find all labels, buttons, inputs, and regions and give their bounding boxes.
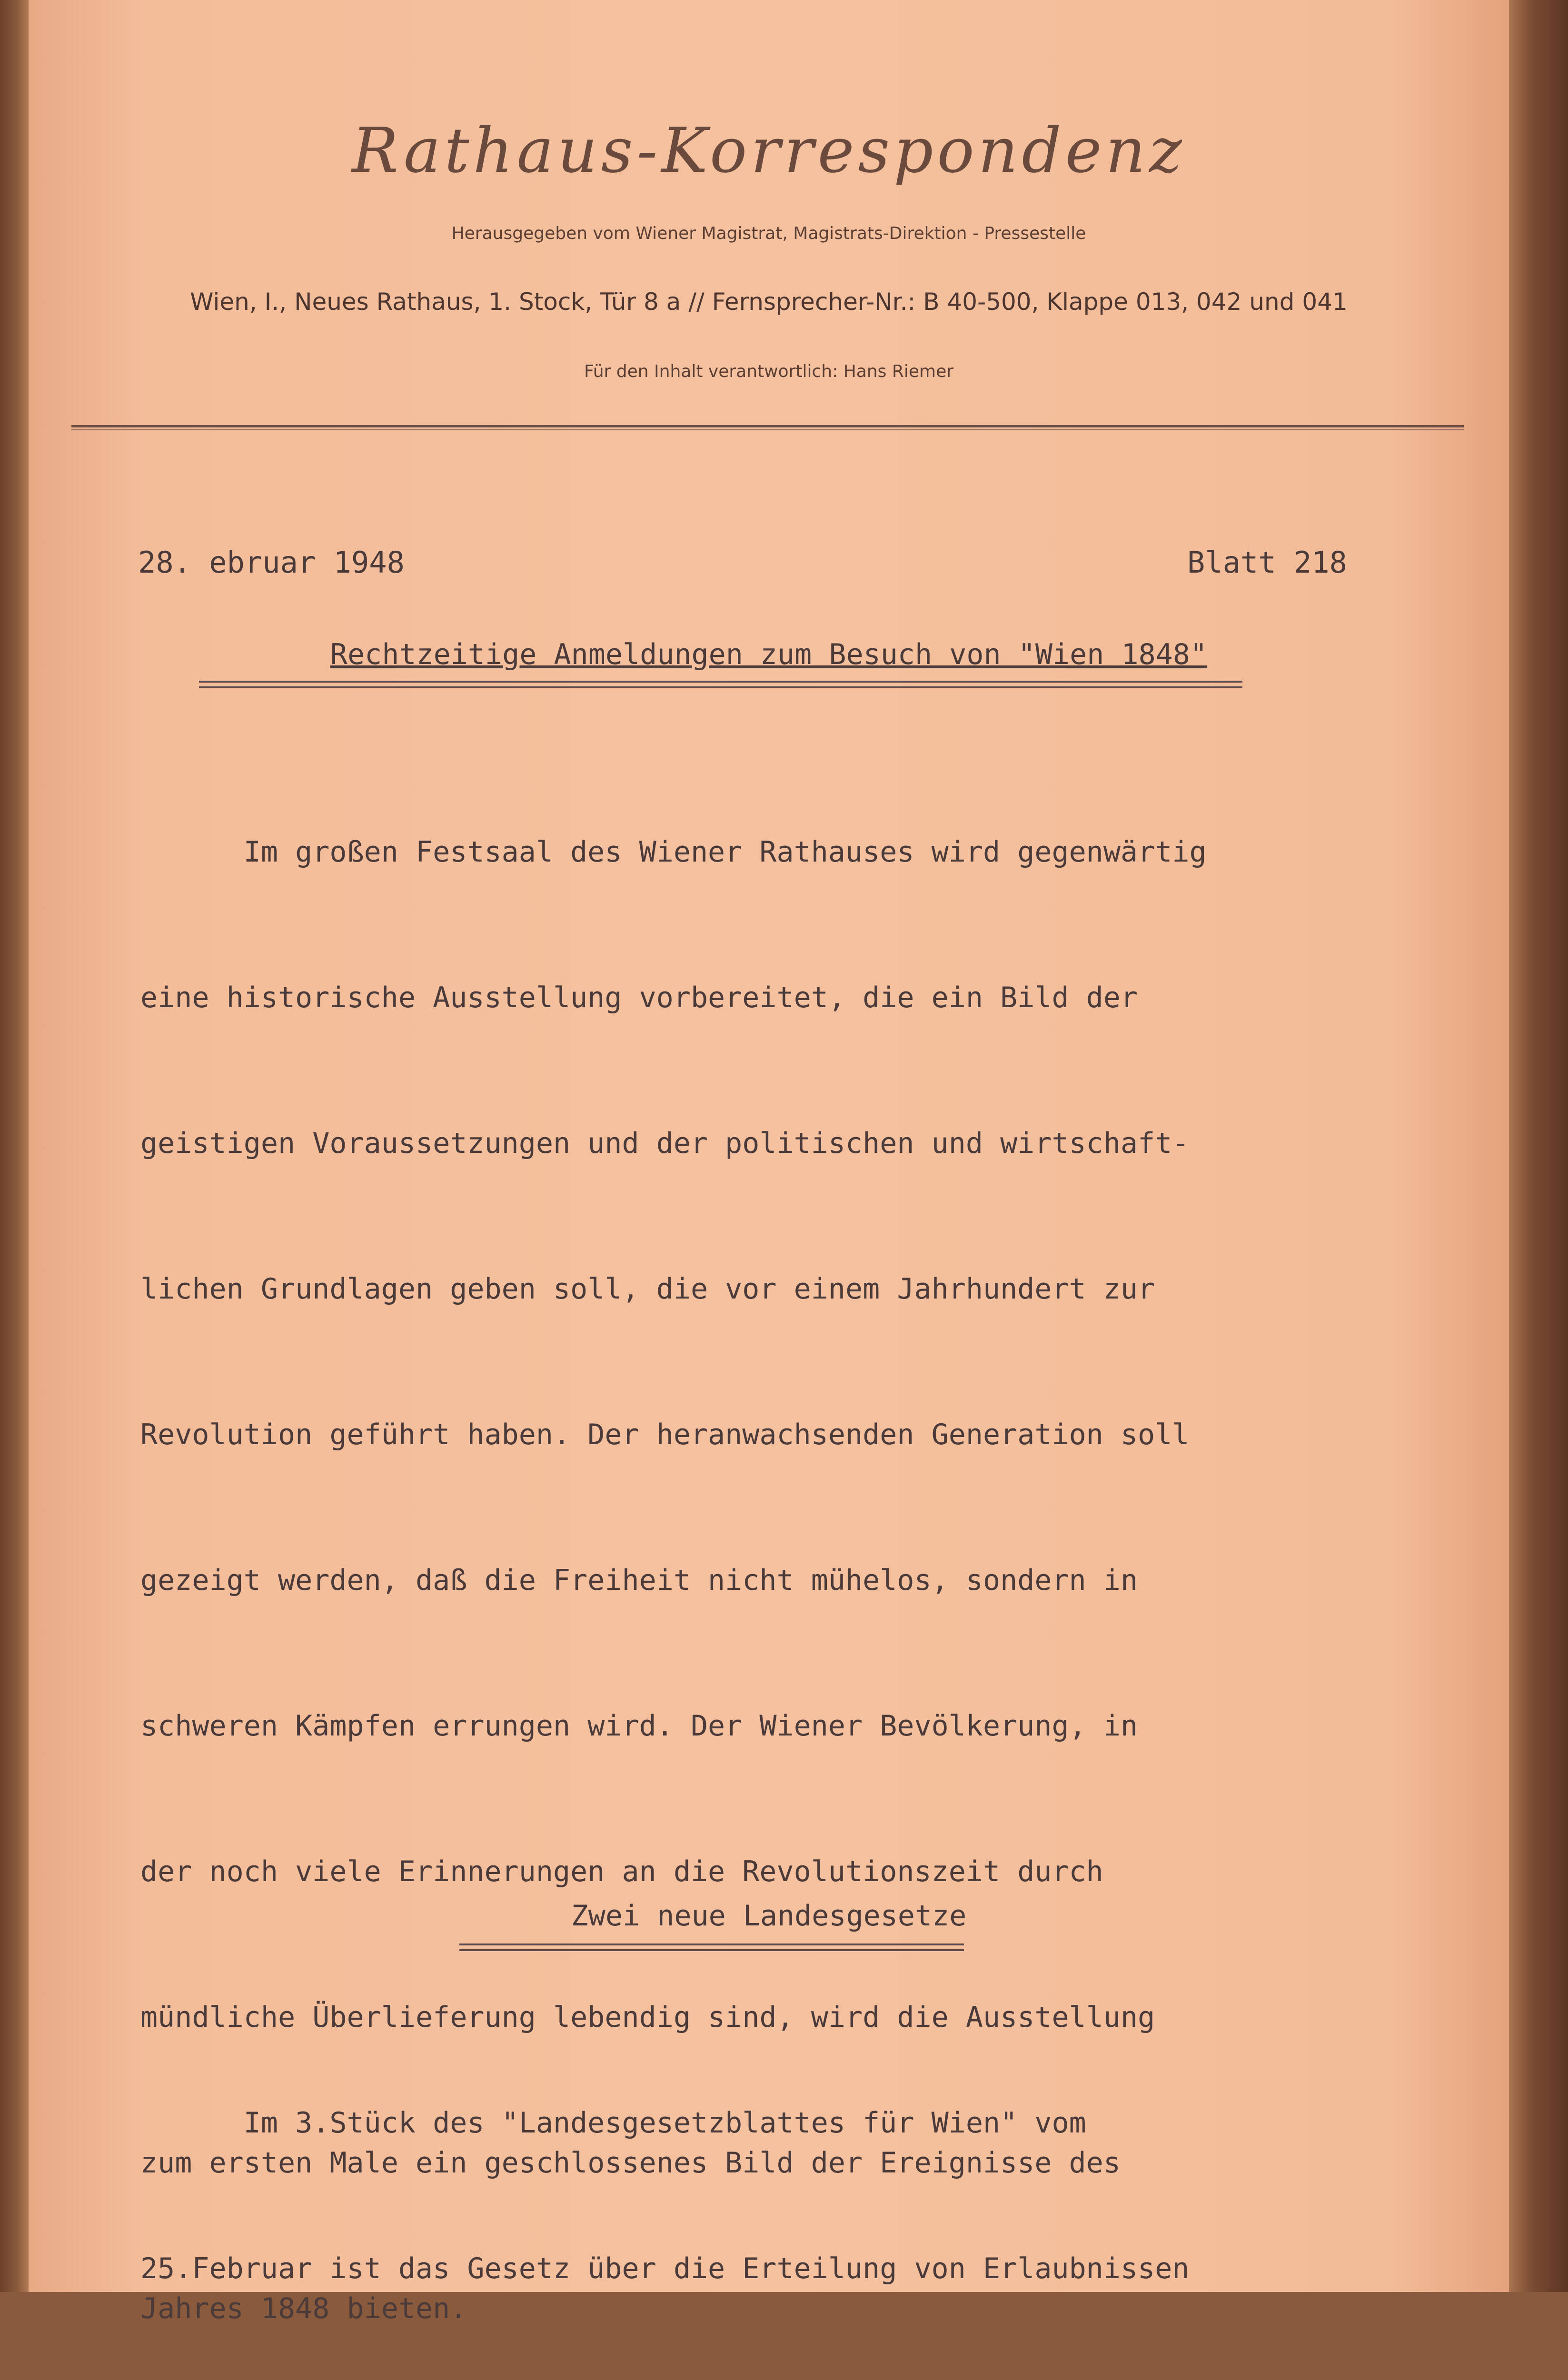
article-heading: Rechtzeitige Anmeldungen zum Besuch von "Wien 1848" xyxy=(330,638,1208,671)
body-line: gezeigt werden, daß die Freiheit nicht mühelos, sondern in xyxy=(140,1564,1138,1597)
masthead-title: Rathaus-Korrespondenz xyxy=(352,114,1186,187)
article-body-2 xyxy=(140,2002,1190,2380)
document-page xyxy=(29,0,1509,2325)
body-line: mündliche Überlieferung lebendig sind, wird die Ausstellung xyxy=(140,2001,1155,2034)
binding-edge-left xyxy=(0,0,29,2292)
body-line: Im 3.Stück des "Landesgesetzblattes für Wien" vom xyxy=(140,2106,1086,2140)
issue-date: 28. ebruar 1948 xyxy=(138,545,405,580)
masthead-publisher: Herausgegeben vom Wiener Magistrat, Magistrats-Direktion - Pressestelle xyxy=(451,224,1086,243)
binding-edge-right xyxy=(1509,0,1568,2292)
body-line: eine historische Ausstellung vorbereitet, die ein Bild der xyxy=(140,981,1138,1014)
body-line: Jahres 1848 bieten. xyxy=(140,2292,467,2325)
masthead-address: Wien, I., Neues Rathaus, 1. Stock, Tür 8 a // Fernsprecher-Nr.: B 40-500, Klappe 013, 042 und 041 xyxy=(190,288,1348,316)
body-line: Revolution geführt haben. Der heranwachsenden Generation soll xyxy=(140,1418,1190,1451)
body-line: geistigen Voraussetzungen und der politischen und wirtschaft- xyxy=(140,1127,1190,1160)
masthead-rule-thin xyxy=(71,429,1464,430)
sheet-number: Blatt 218 xyxy=(1187,545,1347,580)
heading-double-underline-2 xyxy=(459,1944,964,1951)
body-line: 25.Februar ist das Gesetz über die Erteilung von Erlaubnissen xyxy=(140,2252,1190,2285)
body-line: der noch viele Erinnerungen an die Revolutionszeit durch xyxy=(140,1855,1103,1888)
article-heading-2: Zwei neue Landesgesetze xyxy=(571,1899,967,1933)
body-line: Im großen Festsaal des Wiener Rathauses wird gegenwärtig xyxy=(140,835,1207,869)
body-line: zum ersten Male ein geschlossenes Bild der Ereignisse des xyxy=(140,2146,1121,2180)
masthead-rule xyxy=(71,425,1464,427)
body-line: lichen Grundlagen geben soll, die vor einem Jahrhundert zur xyxy=(140,1272,1155,1306)
heading-double-underline xyxy=(199,681,1242,688)
body-line: schweren Kämpfen errungen wird. Der Wiener Bevölkerung, in xyxy=(140,1709,1138,1743)
masthead-responsible: Für den Inhalt verantwortlich: Hans Riemer xyxy=(584,362,954,381)
